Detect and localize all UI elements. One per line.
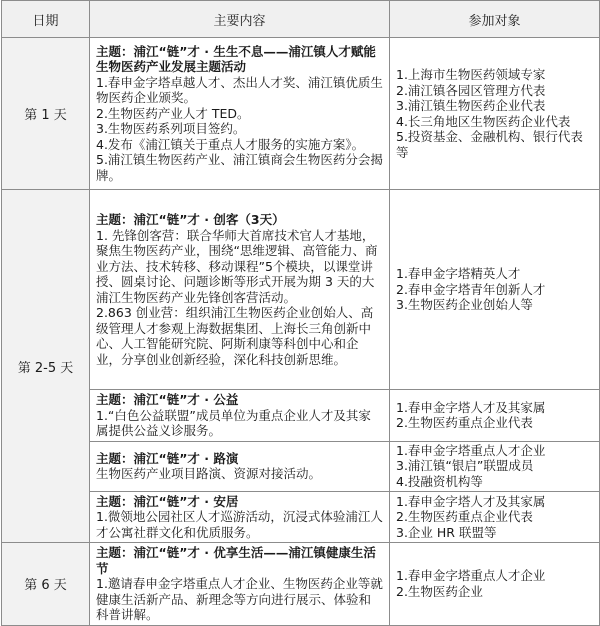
header-content: 主要内容: [90, 1, 390, 38]
participant-item: 2.浦江镇各园区管理方代表: [396, 82, 546, 98]
participant-item: 2.生物医药企业: [396, 583, 483, 599]
row-title: 主题：浦江“链”才 · 创客（3天）: [96, 212, 285, 227]
row-title: 主题：浦江“链”才 · 优享生活——浦江镇健康生活节: [96, 545, 376, 576]
table-row: [2, 390, 600, 442]
content-line: 生物医药产业项目路演、资源对接活动。: [96, 466, 322, 481]
participant-item: 5.投资基金、金融机构、银行代表等: [396, 129, 583, 160]
participant-item: 3.浦江镇“银启”联盟成员: [396, 458, 534, 474]
participant-item: 2.生物医药重点企业代表: [396, 415, 533, 431]
participant-item: 4.投融资机构等: [396, 473, 483, 489]
participants-cell: [390, 190, 600, 390]
day-cell: 第 6 天: [2, 543, 90, 626]
participant-item: 2.生物医药重点企业代表: [396, 509, 533, 524]
table-row: [2, 491, 600, 543]
participant-item: 1.春申金字塔重点人才企业: [396, 442, 546, 458]
participant-item: 4.长三角地区生物医药企业代表: [396, 113, 571, 129]
participant-item: 1.上海市生物医药领域专家: [396, 67, 546, 82]
row-title: 主题：浦江“链”才 · 公益: [96, 392, 239, 407]
content-line: 3.生物医药系列项目签约。: [96, 121, 246, 137]
participant-item: 1.春申金字塔精英人才: [396, 266, 521, 282]
participant-item: 2.春申金字塔青年创新人才: [396, 281, 546, 297]
schedule-table: [1, 0, 600, 626]
content-line: 2.863 创业营：组织浦江生物医药企业创始人、高级管理人才参观上海数据集团、上海长三角创新中心、人工智能研究院、阿斯利康等科创中心和企业，分享创业创新经验，深化科技创新思维。: [96, 305, 374, 367]
content-cell: [90, 543, 390, 626]
header-participants: 参加对象: [390, 1, 600, 38]
content-cell: [90, 491, 390, 543]
participant-item: 1.春申金字塔人才及其家属: [396, 493, 546, 509]
participants-cell: [390, 441, 600, 491]
content-cell: [90, 441, 390, 491]
participant-item: 3.浦江镇生物医药企业代表: [396, 98, 546, 113]
content-cell: [90, 190, 390, 390]
participants-cell: [390, 491, 600, 543]
participant-item: 3.生物医药企业创始人等: [396, 297, 533, 313]
content-line: 5.浦江镇生物医药产业、浦江镇商会生物医药分会揭牌。: [96, 152, 383, 183]
table-row: [2, 441, 600, 491]
day-cell: 第 2-5 天: [2, 190, 90, 543]
header-date: 日期: [2, 1, 90, 38]
content-line: 1.微领地公园社区人才巡游活动，沉浸式体验浦江人才公寓社群文化和优质服务。: [96, 509, 383, 540]
participants-cell: [390, 543, 600, 626]
table-row: [2, 543, 600, 626]
header-row: [2, 1, 600, 38]
participant-item: 3.企业 HR 联盟等: [396, 524, 497, 540]
content-line: 2.生物医药产业人才 TED。: [96, 105, 250, 121]
table-row: [2, 38, 600, 190]
content-line: 1. 先锋创客营：联合华师大首席技术官人才基地，聚焦生物医药产业，围绕“思维逻辑、高管能力、商业方法、技术转移、移动课程”5个模块，以课堂讲授、圆桌讨论、问题诊断等形式开展为期 3 天的大浦江生物医药产业先锋创客营活动。: [96, 227, 378, 305]
content-line: 4.发布《浦江镇关于重点人才服务的实施方案》。: [96, 136, 365, 152]
content-line: 1.邀请春申金字塔重点人才企业、生物医药企业等就健康生活新产品、新理念等方向进行展示、体验和科普讲解。: [96, 576, 383, 622]
content-cell: [90, 390, 390, 442]
day-cell: 第 1 天: [2, 38, 90, 190]
row-title: 主题：浦江“链”才 · 生生不息——浦江镇人才赋能生物医药产业发展主题活动: [96, 43, 376, 75]
content-line: 1.“白色公益联盟”成员单位为重点企业人才及其家属提供公益义诊服务。: [96, 407, 371, 438]
participant-item: 1.春申金字塔重点人才企业: [396, 568, 546, 584]
table-row: [2, 190, 600, 390]
content-line: 1.春申金字塔卓越人才、杰出人才奖、浦江镇优质生物医药企业颁奖。: [96, 74, 383, 106]
content-cell: [90, 38, 390, 190]
participant-item: 1.春申金字塔人才及其家属: [396, 399, 546, 415]
participants-cell: [390, 390, 600, 442]
row-title: 主题：浦江“链”才 · 路演: [96, 450, 239, 466]
participants-cell: [390, 38, 600, 190]
row-title: 主题：浦江“链”才 · 安居: [96, 493, 239, 509]
